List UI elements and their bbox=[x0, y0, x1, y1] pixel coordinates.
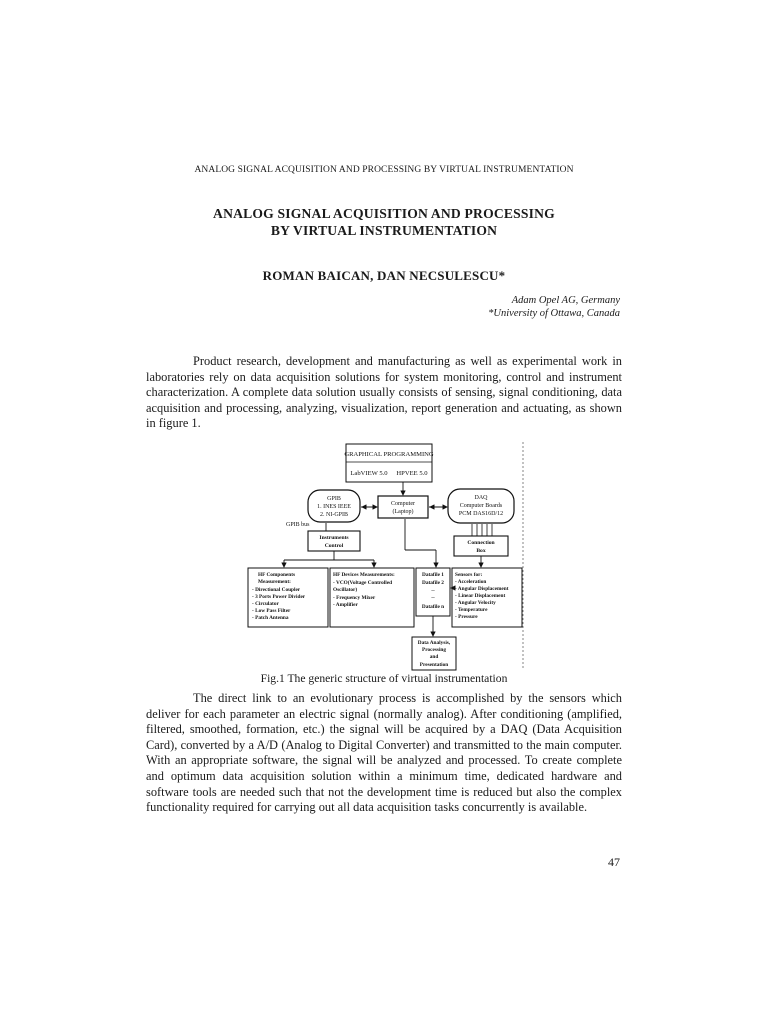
paragraph-2: The direct link to an evolutionary process is accomplished by the sensors which deliver for each parameter an electric signal (normally analog). After conditioning (amplified, filtered, smoothed, formation, etc.) the signal will be acquired by a DAQ (Data Acquisition Card), converted by a A/D (Analog to Digital Converter) and transmitted to the main computer. With an appropriate software, the signal will be analyzed and processed. To create complete and optimum data acquisition solution within a minimum time, dedicated hardware and software tools are needed such that not the development time is reduced but also the complex functionality required for carrying out all data acquisition tasks concurrently is available. bbox=[146, 691, 622, 815]
connection-label: Connection bbox=[467, 540, 495, 546]
authors: ROMAN BAICAN, DAN NECSULESCU* bbox=[262, 268, 506, 283]
daq-label: DAQ bbox=[474, 495, 488, 501]
sensors-line-5: - Angular Velocity bbox=[455, 600, 496, 606]
hpvee-label: HPVEE 5.0 bbox=[396, 470, 428, 477]
labview-label: LabVIEW 5.0 bbox=[350, 470, 388, 477]
datafile-1-label: Datafile 1 bbox=[422, 572, 444, 578]
figure-1 bbox=[240, 438, 530, 672]
sensors-line-3: - Angular Displacement bbox=[455, 586, 509, 592]
page-number: 47 bbox=[608, 855, 620, 869]
graphical-programming-label: GRAPHICAL PROGRAMMING bbox=[344, 451, 434, 458]
paper-title bbox=[0, 205, 768, 239]
hf-devices-line-3: Oscillator) bbox=[333, 587, 358, 593]
sensors-line-7: - Pressure bbox=[455, 614, 478, 620]
figure-caption: Fig.1 The generic structure of virtual instrumentation bbox=[260, 672, 508, 685]
datafile-2-label: Datafile 2 bbox=[422, 580, 444, 586]
hf-devices-line-4: - Frequency Mixer bbox=[333, 595, 376, 601]
analysis-line-4: Presentation bbox=[419, 662, 449, 668]
instruments-label: Instruments bbox=[319, 535, 349, 541]
daq-model-label: PCM DAS16D/12 bbox=[458, 511, 504, 517]
sensors-line-4: - Linear Displacement bbox=[455, 593, 506, 599]
hf-devices-line-2: - VCO(Voltage Controlled bbox=[333, 580, 393, 586]
title-line-2: BY VIRTUAL INSTRUMENTATION bbox=[270, 223, 498, 238]
hf-components-line-3: - Directional Coupler bbox=[252, 587, 301, 593]
laptop-label: (Laptop) bbox=[392, 509, 414, 515]
datafile-n-label: Datafile n bbox=[421, 604, 445, 610]
datafile-dash-2: -- bbox=[431, 595, 435, 601]
title-line-1: ANALOG SIGNAL ACQUISITION AND PROCESSING bbox=[213, 206, 555, 221]
hf-devices-line-5: - Amplifier bbox=[333, 602, 358, 608]
affiliation-1: Adam Opel AG, Germany bbox=[511, 295, 620, 306]
hf-components-line-7: - Patch Antenna bbox=[252, 615, 289, 621]
paragraph-1: Product research, development and manufacturing as well as experimental work in laboratories rely on data acquisition solutions for system monitoring, control and instrument characterization. A complete data solution usually consists of sensing, signal conditioning, data acquisition and processing, analyzing, visualization, report generation and actuating, as shown in figure 1. bbox=[146, 354, 622, 431]
hf-components-line-6: - Low Pass Filter bbox=[252, 608, 291, 614]
gpib-ni-label: 2. NI-GPIB bbox=[320, 512, 348, 518]
hf-devices-line-1: HF Devices Measurements: bbox=[333, 572, 395, 578]
gpib-label: GPIB bbox=[327, 496, 341, 502]
sensors-line-1: Sensors for: bbox=[455, 572, 483, 578]
computer-label: Computer bbox=[391, 501, 415, 507]
datafile-dash-1: -- bbox=[431, 588, 435, 594]
gpib-bus-label: GPIB bus bbox=[286, 522, 310, 528]
hf-components-line-4: - 3 Ports Power Divider bbox=[252, 594, 306, 600]
analysis-line-1: Data Analysis, bbox=[417, 640, 451, 646]
figure-diagram bbox=[240, 438, 530, 672]
running-head: ANALOG SIGNAL ACQUISITION AND PROCESSING BY VIRTUAL INSTRUMENTATION bbox=[194, 165, 574, 175]
control-label: Control bbox=[324, 543, 344, 549]
daq-boards-label: Computer Boards bbox=[459, 503, 503, 509]
hf-components-line-2: Measurement: bbox=[258, 579, 291, 585]
box-label: Box bbox=[476, 548, 486, 554]
hf-components-line-5: - Circulator bbox=[252, 601, 279, 607]
sensors-line-6: - Temperature bbox=[455, 607, 488, 613]
analysis-line-2: Processing bbox=[421, 647, 447, 653]
gpib-ines-label: 1. INES IEEE bbox=[317, 504, 351, 510]
affiliation-2: *University of Ottawa, Canada bbox=[488, 308, 620, 319]
sensors-line-2: - Acceleration bbox=[455, 579, 487, 585]
analysis-line-3: and bbox=[429, 654, 439, 660]
hf-components-line-1: HF Components bbox=[258, 572, 296, 578]
